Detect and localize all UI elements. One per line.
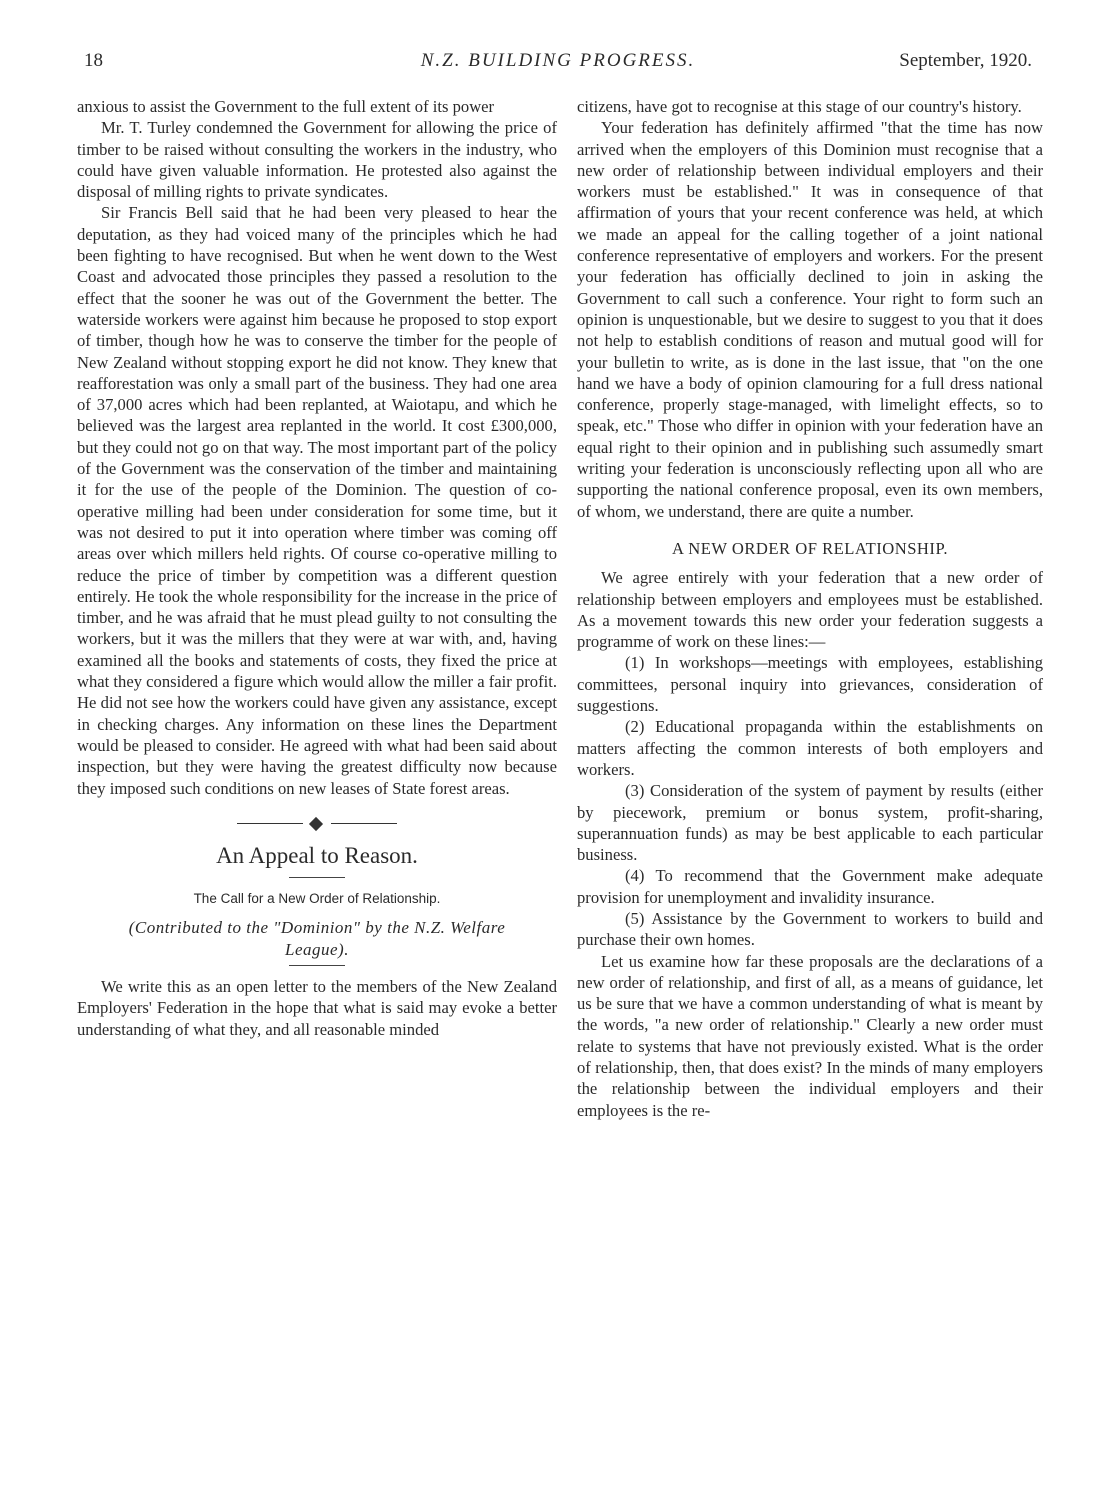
publication-title: N.Z. BUILDING PROGRESS.	[420, 50, 696, 71]
right-column	[577, 96, 1043, 1121]
paragraph: citizens, have got to recognise at this stage of our country's history.	[577, 97, 1022, 116]
issue-date: September, 1920.	[899, 50, 1032, 71]
list-item: (1) In workshops—meetings with employees, establishing committees, personal inquiry into grievances, consideration of suggestions.	[577, 653, 1043, 716]
page-number: 18	[84, 50, 103, 71]
article-credit: (Contributed to the "Dominion" by the N.Z. Welfare League).	[128, 918, 506, 960]
list-item: (4) To recommend that the Government make adequate provision for unemployment and invalidity insurance.	[577, 866, 1043, 907]
list-item: (3) Consideration of the system of payment by results (either by piecework, premium or bonus system, profit-sharing, superannuation funds) as may be best applicable to each particular business.	[577, 781, 1043, 865]
left-column	[77, 96, 557, 1040]
article-title: An Appeal to Reason.	[216, 842, 418, 868]
article-subtitle: The Call for a New Order of Relationship.	[193, 890, 441, 906]
paragraph: Mr. T. Turley condemned the Government for allowing the price of timber to be raised without consulting the workers in the industry, who could have given valuable information. He protested also against the disposal of milling rights to private syndicates.	[77, 118, 557, 202]
list-item: (2) Educational propaganda within the establishments on matters affecting the common interests of both employers and workers.	[577, 717, 1043, 779]
paragraph: Your federation has definitely affirmed "that the time has now arrived when the employers of this Dominion must recognise that a new order of relationship between individual employers and their workers must be established." It was in consequence of that affirmation of yours that your recent conference was held, at which we made an appeal for the calling together of a joint national conference representative of employers and workers. For the present your federation has officially declined to join in asking the Government to call such a conference. Your right to form such an opinion is unquestionable, but we desire to suggest to you that it does not help to establish conditions of reason and mutual good will for your bulletin to write, as is done in the last issue, that "on the one hand we have a body of opinion clamouring for a full dress national conference, properly stage-managed, with limelight effects, so to speak, etc." Those who differ in opinion with your federation have an equal right to their opinion and in publishing such assumedly smart writing your federation is unconsciously reflecting upon all who are supporting the national conference proposal, even its own members, of whom, we understand, there are quite a number.	[577, 118, 1043, 521]
section-heading: A NEW ORDER OF RELATIONSHIP.	[672, 538, 948, 558]
section-divider-ornament	[237, 817, 397, 831]
credit-rule	[289, 965, 345, 966]
list-item: (5) Assistance by the Government to workers to build and purchase their own homes.	[577, 908, 1043, 950]
title-rule	[289, 877, 345, 878]
page-header	[84, 50, 1032, 80]
paragraph: anxious to assist the Government to the full extent of its power	[77, 97, 495, 116]
paragraph: Sir Francis Bell said that he had been very pleased to hear the deputation, as they had voiced many of the principles which he had been fighting to have recognised. But when he went down to the West Coast and advocated those principles they passed a resolution to the effect that the sooner he was out of the Government the better. The waterside workers were against him because he proposed to stop export of timber, though how he was to conserve the timber for the people of New Zealand without stopping export he did not know. They knew that reafforestation was only a small part of the business. They had one area of 37,000 acres which had been replanted, at Waiotapu, and which he believed was the largest area replanted in the world. It cost £300,000, but they could not go on that way. The most important part of the policy of the Government was the conservation of the timber and maintaining it for the use of the people of the Dominion. The question of co-operative milling had been under consideration for some time, but it was not desired to put it into operation where timber was coming off areas over which millers held rights. Of course co-operative milling to reduce the price of timber by competition was a different question entirely. He took the whole responsibility for the increase in the price of timber, and he was afraid that he must plead guilty to not consulting the workers, but it was the millers that they were at war with, and, having examined all the books and statements of costs, they fixed the price at what they considered a figure which would allow the miller a fair profit. He did not see how the workers could have given any assistance, except in checking charges. Any information on these lines the Department would be pleased to consider. He agreed with what had been said about inspection, but they were having the greatest difficulty now because they imposed such conditions on new leases of State forest areas.	[77, 203, 557, 798]
article-intro: We write this as an open letter to the members of the New Zealand Employers' Federation in the hope that what is said may evoke a better understanding of what they, and all reasonable minded	[77, 977, 557, 1039]
paragraph: Let us examine how far these proposals are the declarations of a new order of relationship, and first of all, as a means of guidance, let us be sure that we have a common understanding of what is meant by the words, "a new order of relationship." Clearly a new order must relate to systems that have not previously existed. What is the order of relationship, then, that does exist? In the minds of many employers the relationship between the individual employers and their employees is the re-	[577, 951, 1043, 1120]
paragraph: We agree entirely with your federation that a new order of relationship between employers and employees must be established. As a movement towards this new order your federation suggests a programme of work on these lines:—	[577, 568, 1043, 652]
